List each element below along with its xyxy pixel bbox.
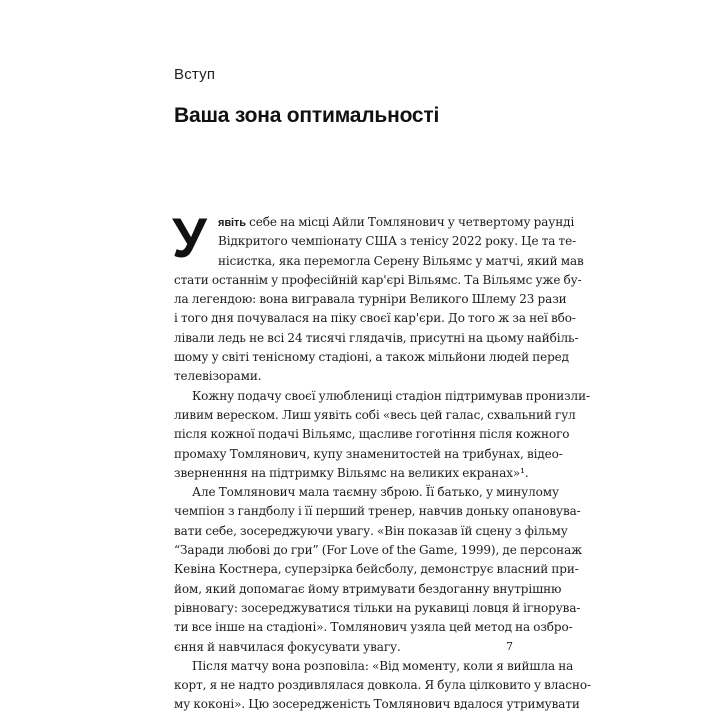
drop-cap: У — [172, 206, 207, 269]
text-line: телевізорами. — [174, 369, 262, 384]
text-line: чемпіон з гандболу і її перший тренер, навчив доньку опановува- — [174, 504, 581, 519]
text-line: шому у світі тенісному стадіоні, а також мільйони людей перед — [174, 350, 569, 365]
chapter-label: Вступ — [174, 66, 216, 83]
text-line: рівновагу: зосереджуватися тільки на рукавиці ловця й ігнорува- — [174, 600, 581, 615]
text-line: і того дня почувалася на піку своєї кар'єри. До того ж за неї вбо- — [174, 311, 576, 326]
text-line: ла легендою: вона вигравала турніри Великого Шлему 23 рази — [174, 292, 567, 307]
text-line: зверненння на підтримку Вільямс на великих екранах»¹. — [174, 465, 529, 480]
lead-word: явіть — [218, 217, 246, 229]
text-line: після кожної подачі Вільямс, щасливе гоготіння після кожного — [174, 427, 570, 442]
text-line: ливим вереском. Лиш уявіть собі «весь цей галас, схвальний гул — [174, 407, 576, 422]
text-line: вати себе, зосереджуючи увагу. «Він показав їй сцену з фільму — [174, 523, 568, 538]
chapter-title: Ваша зона оптимальності — [174, 104, 440, 127]
text-line: Кевіна Костнера, суперзірка бейсболу, демонструє власний при- — [174, 562, 579, 577]
text-line: Кожну подачу своєї улюблениці стадіон підтримував пронизли- — [192, 388, 590, 403]
text-line: ти все інше на стадіоні». Томлянович узяла цей метод на озбро- — [174, 620, 573, 635]
text-line: Але Томлянович мала таємну зброю. Її батько, у минулому — [192, 485, 559, 500]
text-line: промаху Томлянович, купу знаменитостей на трибунах, відео- — [174, 446, 563, 461]
text-line: нісистка, яка перемогла Серену Вільямс у матчі, який мав — [218, 253, 584, 268]
body-text — [172, 206, 591, 715]
text-line: йом, який допомагає йому втримувати бездоганну внутрішню — [174, 581, 562, 596]
text-line: лівали ледь не всі 24 тисячі глядачів, присутні на цьому найбіль- — [174, 330, 579, 345]
text-line: корт, я не надто роздивлялася довкола. Я була цілковито у власно- — [174, 678, 591, 693]
page-number: 7 — [506, 640, 513, 653]
text-line: єння й навчилася фокусувати увагу. — [174, 639, 401, 654]
text-line: “Заради любові до гри” (For Love of the Game, 1999), де персонаж — [174, 543, 583, 558]
text-line: му коконі». Цю зосередженість Томлянович вдалося утримувати — [174, 697, 580, 712]
text-line: стати останнім у професійній кар'єрі Вільямс. Та Вільямс уже бу- — [174, 272, 582, 287]
text-line: явіть себе на місці Айли Томлянович у четвертому раунді — [218, 215, 575, 229]
text-line: Після матчу вона розповіла: «Від моменту, коли я вийшла на — [192, 658, 574, 673]
text-line: Відкритого чемпіонату США з тенісу 2022 року. Це та те- — [218, 234, 577, 249]
